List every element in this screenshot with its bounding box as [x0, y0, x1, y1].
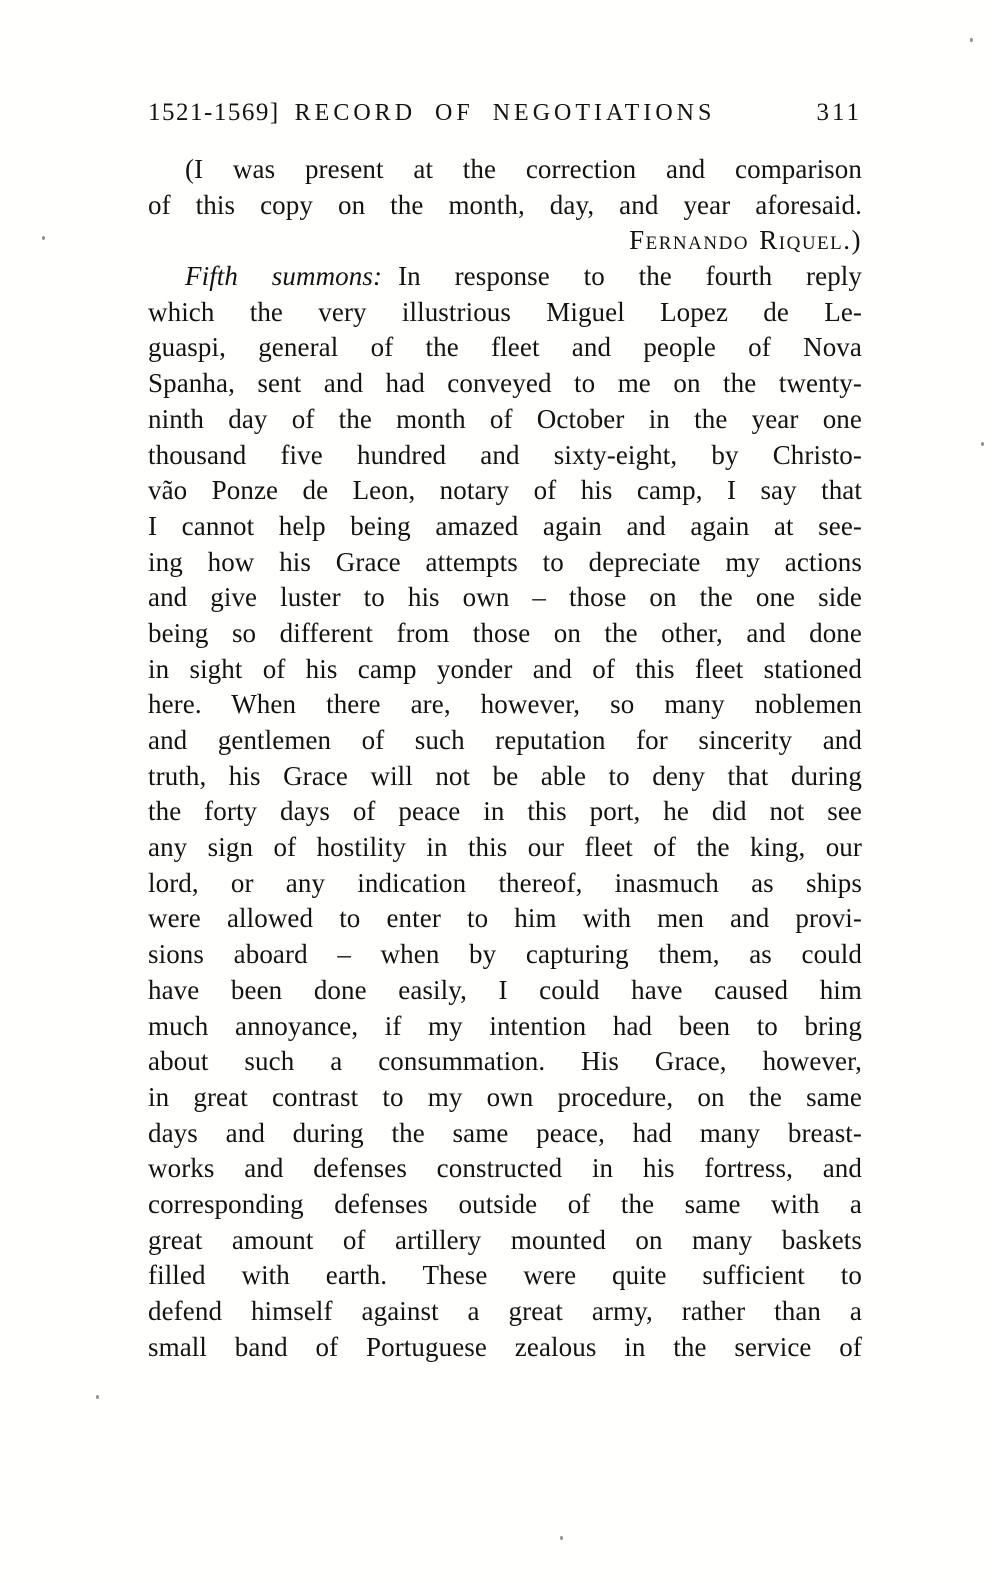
- page-number: 311: [816, 99, 863, 126]
- text-line: defend himself against a great army, rather than a: [148, 1296, 862, 1326]
- text-line: have been done easily, I could have caused him: [148, 974, 862, 1005]
- text-line: being so different from those on the other, and done: [148, 617, 862, 648]
- text-line: the forty days of peace in this port, he did not see: [148, 796, 862, 827]
- date-range-label: 1521-1569]: [148, 99, 280, 126]
- text-line: lord, or any indication thereof, inasmuch as ships: [148, 867, 862, 898]
- text-line: were allowed to enter to him with men and provi-: [148, 903, 862, 934]
- text-line: small band of Portuguese zealous in the service of: [148, 1331, 862, 1362]
- text-line: [148, 259, 862, 295]
- text-line: of this copy on the month, day, and year aforesaid.: [148, 189, 862, 220]
- text-line: truth, his Grace will not be able to deny that during: [148, 760, 862, 791]
- scan-speck: [96, 1395, 99, 1399]
- scan-speck: [42, 236, 45, 240]
- text-line: much annoyance, if my intention had been to bring: [148, 1010, 862, 1041]
- text-line: days and during the same peace, had many breast-: [148, 1117, 862, 1148]
- scan-speck: [981, 442, 984, 446]
- text-line: which the very illustrious Miguel Lopez de Le-: [148, 296, 862, 327]
- running-header: [148, 99, 862, 127]
- text-line: vão Ponze de Leon, notary of his camp, I say that: [148, 475, 862, 506]
- body-text: [148, 152, 862, 1365]
- text-line: works and defenses constructed in his fortress, and: [148, 1153, 862, 1184]
- text-line-rest: In response to the fourth reply: [398, 261, 862, 292]
- signature-line: Fernando Riquel.): [629, 225, 862, 256]
- text-line: Spanha, sent and had conveyed to me on the twenty-: [148, 368, 862, 399]
- text-line: ninth day of the month of October in the year one: [148, 403, 862, 434]
- text-line: here. When there are, however, so many noblemen: [148, 689, 862, 720]
- text-line: sions aboard – when by capturing them, as could: [148, 939, 862, 970]
- chapter-title: RECORD OF NEGOTIATIONS: [294, 100, 716, 126]
- text-line: I cannot help being amazed again and again at see-: [148, 510, 862, 541]
- text-line: (I was present at the correction and comparison: [185, 154, 862, 184]
- text-line: in great contrast to my own procedure, on the same: [148, 1081, 862, 1112]
- scan-speck: [560, 1536, 563, 1540]
- text-line: filled with earth. These were quite sufficient to: [148, 1260, 862, 1291]
- text-line: ing how his Grace attempts to depreciate my actions: [148, 546, 862, 577]
- scan-speck: [970, 38, 973, 42]
- text-line: about such a consummation. His Grace, however,: [148, 1046, 862, 1077]
- text-line: thousand five hundred and sixty-eight, by Christo-: [148, 439, 862, 470]
- paragraph-lead-italic: Fifth summons:: [185, 261, 383, 292]
- text-line: in sight of his camp yonder and of this fleet stationed: [148, 653, 862, 684]
- text-line: any sign of hostility in this our fleet of the king, our: [148, 832, 862, 863]
- text-line: and give luster to his own – those on the one side: [148, 582, 862, 613]
- text-line: and gentlemen of such reputation for sincerity and: [148, 725, 862, 755]
- text-line: corresponding defenses outside of the same with a: [148, 1188, 862, 1219]
- text-line: guaspi, general of the fleet and people of Nova: [148, 332, 862, 363]
- text-line: great amount of artillery mounted on many baskets: [148, 1224, 862, 1255]
